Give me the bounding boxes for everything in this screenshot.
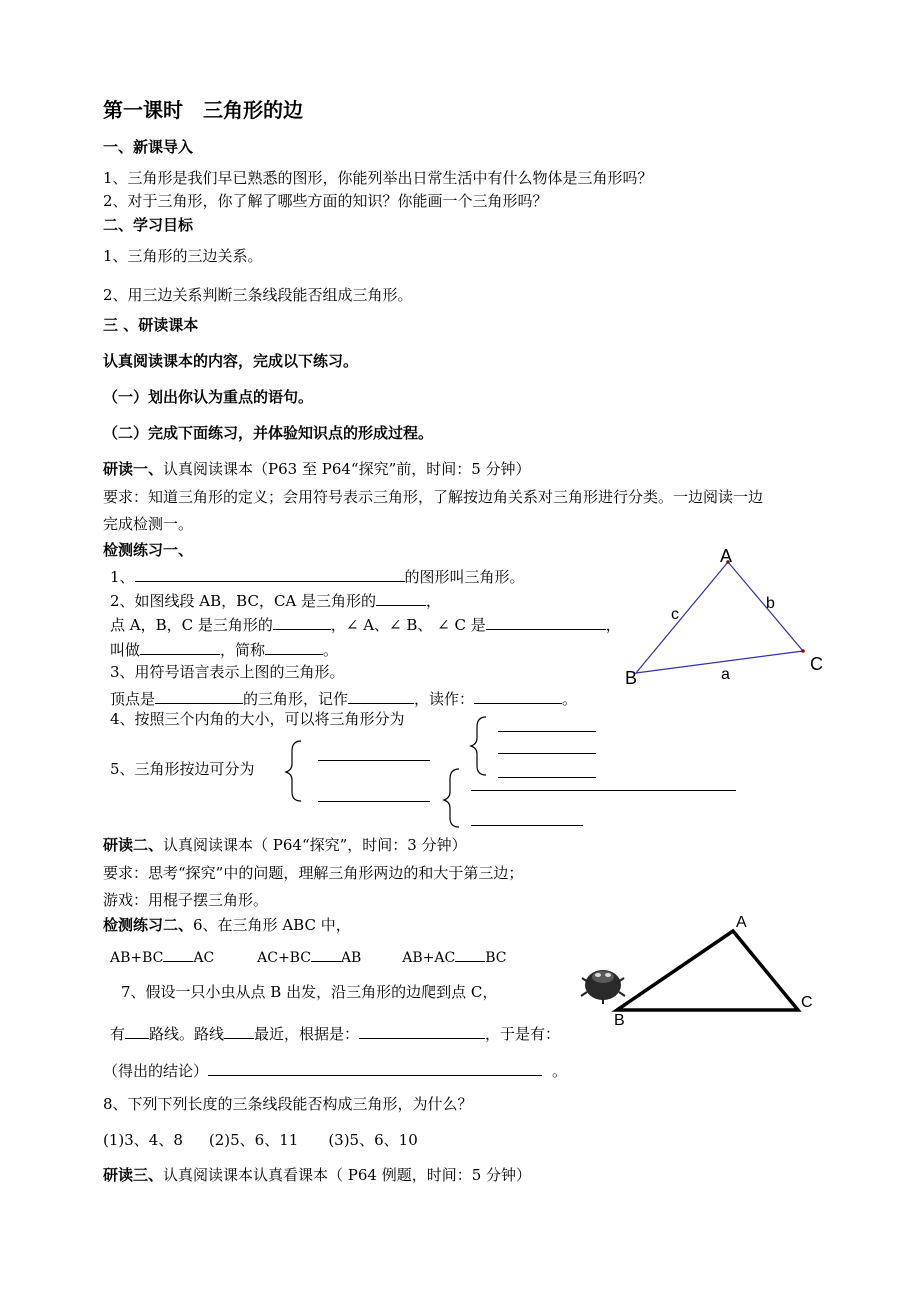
fig1-side-a: a (721, 666, 730, 683)
q7-conclusion-label: （得出的结论） (103, 1062, 209, 1080)
item-2b-text-2: ，∠ A、∠ B、 ∠ C 是 (330, 616, 486, 634)
reading-one-requirement: 要求：知道三角形的定义；会用符号表示三角形，了解按边角关系对三角形进行分类。一边阅读一边 (103, 488, 764, 506)
item-2c-text-1: 叫做 (110, 641, 141, 659)
q7-text-3: 最近，根据是： (254, 1025, 360, 1043)
question-8-options (103, 1133, 418, 1148)
item-2-text: 2、如图线段 AB，BC，CA 是三角形的 (110, 592, 377, 610)
section-heading-intro: 一、新课导入 (103, 138, 194, 156)
fig1-label-b: B (625, 668, 638, 688)
reading-three-text: 认真阅读课本认真看课本（ P64 例题，时间：5 分钟） (163, 1166, 532, 1184)
exercise-two-text: 6、在三角形 ABC 中， (193, 916, 351, 934)
reading-two-game: 游戏：用棍子摆三角形。 (103, 891, 269, 909)
goal-1: 1、三角形的三边关系。 (103, 247, 263, 265)
triangle-abc-bold-shape (617, 931, 798, 1010)
reading-three-line (103, 1168, 531, 1183)
reading-one-label: 研读一、 (103, 460, 164, 478)
compare-1-left: AB+BC (110, 950, 164, 966)
item-3b-text-2: 的三角形，记作 (243, 690, 349, 708)
reading-two-label: 研读二、 (103, 836, 164, 854)
item-2b-text-3: ， (605, 616, 621, 634)
item-2-end: ， (426, 592, 442, 610)
q7-text-2: 路线。路线 (149, 1025, 225, 1043)
exercise-two-label: 检测练习二、 (103, 916, 194, 934)
reading-one-requirement-cont: 完成检测一。 (103, 515, 194, 533)
q7-conclusion-end: 。 (552, 1062, 568, 1080)
section-heading-reading: 三 、研读课本 (103, 316, 199, 334)
item-3b-text-3: ，读作： (414, 690, 475, 708)
compare-3-right: BC (485, 950, 507, 966)
compare-2-left: AC+BC (257, 950, 311, 966)
goal-2: 2、用三边关系判断三条线段能否组成三角形。 (103, 286, 413, 304)
intro-question-2: 2、对于三角形，你了解了哪些方面的知识？你能画一个三角形吗？ (103, 192, 548, 210)
fig1-side-b: b (766, 595, 775, 612)
item-2b-text-1: 点 A，B，C 是三角形的 (110, 616, 273, 634)
exercise-one-item-4: 4、按照三个内角的大小，可以将三角形分为 (110, 710, 405, 728)
bug-icon (581, 970, 625, 1004)
item-3b-text-1: 顶点是 (110, 690, 156, 708)
compare-1-right: AC (193, 950, 215, 966)
reading-three-label: 研读三、 (103, 1166, 164, 1184)
compare-3-left: AB+AC (402, 950, 456, 966)
q8-option-3: (3)5、6、10 (328, 1131, 418, 1149)
item-3b-text-4: 。 (562, 690, 578, 708)
item-2c-text-2: ，简称 (220, 641, 266, 659)
reading-intro: 认真阅读课本的内容，完成以下练习。 (103, 352, 359, 370)
exercise-two-question-7: 7、假设一只小虫从点 B 出发，沿三角形的边爬到点 C， (121, 983, 498, 1001)
fig1-side-c: c (671, 606, 679, 623)
item-1-tail: 的图形叫三角形。 (404, 568, 525, 586)
fig2-label-c: C (801, 994, 813, 1011)
fig1-label-a: A (720, 546, 733, 566)
fig2-label-b: B (614, 1012, 625, 1029)
question-8: 8、下列下列长度的三条线段能否构成三角形，为什么？ (103, 1095, 473, 1113)
fig2-label-a: A (736, 914, 747, 931)
reading-part-2: （二）完成下面练习，并体验知识点的形成过程。 (103, 424, 434, 442)
q7-text-1: 有 (110, 1025, 126, 1043)
section-heading-goals: 二、学习目标 (103, 216, 194, 234)
reading-two-text: 认真阅读课本（ P64“探究”，时间：3 分钟） (163, 836, 467, 854)
fig1-label-c: C (810, 654, 823, 674)
reading-part-1: （一）划出你认为重点的语句。 (103, 388, 314, 406)
intro-question-1: 1、三角形是我们早已熟悉的图形，你能列举出日常生活中有什么物体是三角形吗？ (103, 169, 653, 187)
item-2c-text-3: 。 (323, 641, 339, 659)
q8-option-1: (1)3、4、8 (103, 1131, 183, 1149)
item-1-number: 1、 (110, 568, 135, 586)
q8-option-2: (2)5、6、11 (208, 1131, 299, 1149)
compare-2-right: AB (340, 950, 362, 966)
exercise-one-item-3: 3、用符号语言表示上图的三角形。 (110, 663, 345, 681)
reading-one-text: 认真阅读课本（P63 至 P64“探究”前，时间：5 分钟） (163, 460, 531, 478)
reading-two-requirement: 要求：思考“探究”中的问题，理解三角形两边的和大于第三边； (103, 864, 524, 882)
exercise-one-label: 检测练习一、 (103, 541, 194, 559)
page-title: 第一课时 三角形的边 (103, 98, 303, 122)
exercise-one-item-5: 5、三角形按边可分为 (110, 760, 255, 778)
q7-text-4: ，于是有： (485, 1025, 561, 1043)
